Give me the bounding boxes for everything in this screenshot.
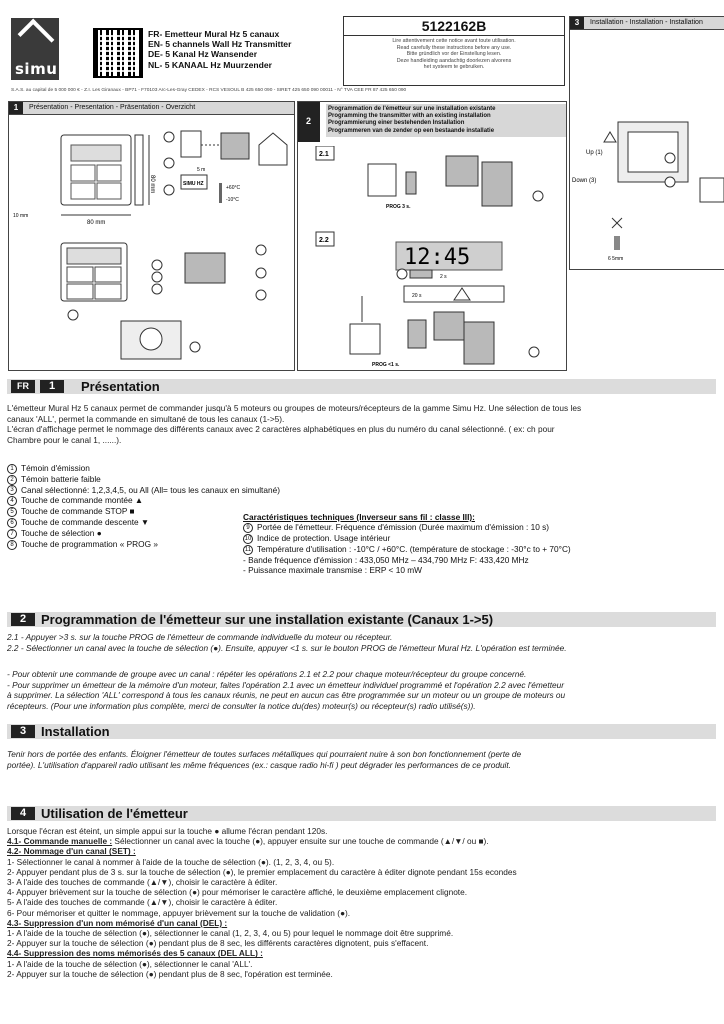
subsection-heading: 4.4- Suppression des noms mémorisés des 5 canaux (DEL ALL) : — [7, 948, 263, 959]
tech-text: Portée de l'émetteur. Fréquence d'émission (Durée maximum d'émission : 10 s) — [257, 522, 550, 533]
presentation-illustration — [9, 115, 294, 370]
thermometer-icon — [219, 183, 222, 203]
warning-line: Read carefully these instructions before any use. — [396, 44, 512, 51]
section-2-notes — [7, 669, 719, 711]
section-number: 3 — [11, 725, 35, 738]
section-number: 1 — [40, 380, 64, 393]
legend-text: Touche de commande montée ▲ — [21, 495, 144, 506]
down-label: Down (3) — [572, 178, 597, 184]
callout-9 — [164, 132, 174, 142]
warning-line: Bitte gründlich vor der Einstellung lesen. — [406, 51, 502, 58]
section-4-text — [7, 826, 719, 979]
legend-number: 6 — [7, 518, 17, 528]
transmitter-mini — [700, 178, 724, 202]
solar-panel — [434, 312, 464, 340]
chevron-icon — [18, 19, 55, 56]
sun-icon — [256, 290, 266, 300]
programming-titles — [326, 104, 566, 137]
legend-text: Témoin d'émission — [21, 463, 90, 473]
range-transmitter — [181, 131, 201, 157]
legend-item — [7, 463, 367, 474]
shutter-illustration — [464, 322, 494, 364]
detail-button — [67, 267, 93, 282]
legend-number: 7 — [7, 529, 17, 539]
tech-number: 11 — [244, 546, 252, 553]
detail-button — [67, 284, 93, 299]
panel-programming — [297, 101, 567, 371]
section-3-header — [7, 724, 716, 739]
button-stop — [97, 165, 121, 181]
button-select — [71, 183, 95, 199]
tech-text: Indice de protection. Usage intérieur — [257, 533, 391, 544]
language-tag: FR — [11, 380, 35, 393]
prog-title-line: Programmierung einer bestehenden Installation — [328, 120, 465, 127]
tech-item — [243, 522, 713, 533]
tech-specs — [243, 512, 713, 575]
tech-number: 9 — [243, 523, 253, 533]
tech-extra: - Bande fréquence d'émission : 433,050 MHz – 434,790 MHz F: 433,420 MHz — [243, 554, 529, 565]
button-up — [71, 165, 95, 181]
prog-title-line: Programmation de l'émetteur sur une installation existante — [328, 106, 496, 112]
subsection-text: Sélectionner un canal avec la touche (●), appuyer ensuite sur une touche de commande (▲/▼/ ou ■). — [112, 836, 489, 847]
prog-title-line: Programming the transmitter with an existing installation — [328, 113, 491, 120]
sun-icon — [533, 191, 543, 201]
step-line: 2.1 - Appuyer >3 s. sur la touche PROG de l'émetteur de commande individuelle du moteur ou récepteur. — [7, 632, 393, 642]
tech-text: Température d'utilisation : -10°C / +60°C. (température de stockage : -30°c to + 70°C) — [257, 543, 571, 554]
individual-transmitter — [368, 164, 396, 196]
up-label: Up (1) — [586, 150, 603, 156]
legend-text: Touche de commande STOP ■ — [21, 506, 135, 517]
warning-triangle-icon — [604, 132, 616, 142]
tech-extra: - Puissance maximale transmise : ERP < 10 mW — [243, 564, 422, 575]
legend-number: 1 — [7, 464, 17, 474]
simu-logo — [11, 18, 59, 80]
panel-title: Présentation - Presentation - Präsentation - Overzicht — [29, 104, 196, 111]
legend-item — [7, 474, 367, 485]
temp-max: +60°C — [226, 185, 241, 191]
callout-7 — [68, 310, 78, 320]
screw-icon — [614, 236, 620, 250]
company-address: S.A.S. au capital de 5 000 000 € - Z.I. Les Giranaux - BP71 - F70103 Arc-Les-Gray CEDEX - RCS VESOUL B 425 650 090 - SIRET 425 650 090 00011 - N° TVA CEE FR 87 425 650 090 — [11, 88, 407, 93]
legend-number: 5 — [7, 507, 17, 517]
individual-transmitter — [408, 320, 426, 348]
step-line: 2.2 - Sélectionner un canal avec la touche de sélection (●). Ensuite, appuyer <1 s. sur le bouton PROG de l'émetteur Mural Hz. L'opération est terminée. — [7, 642, 567, 653]
prog-label: PROG 3 s. — [386, 204, 411, 210]
mode-label: SIMU HZ — [183, 181, 204, 187]
legend-number: 3 — [7, 485, 17, 495]
note-line: - Pour supprimer un émetteur de la mémoire d'un moteur, faites l'opération 2.1 avec un émetteur individuel programmé et l'opération 2.2 avec l'émetteur — [7, 679, 564, 690]
legend-item — [7, 495, 367, 506]
paragraph-line: L'écran d'affichage permet le nommage des différents canaux avec 2 caractères alphabétiques en plus du numéro du canal sélectionné. ( ex: ch pour — [7, 424, 555, 435]
legend-text: Témoin batterie faible — [21, 473, 101, 484]
sun-icon — [256, 245, 266, 255]
note-line: à supprimer. La sélection 'ALL' correspond à tous les canaux réunis, ne peut en aucun cas être programmée sur un moteur ou un groupe de moteurs ou — [7, 690, 566, 701]
reference-box — [343, 16, 565, 86]
text-line: Tenir hors de portée des enfants. Éloigner l'émetteur de toutes surfaces métalliques qui pourraient nuire à son bon fonctionnement (perte de — [7, 749, 522, 759]
warning-line: Lire attentivement cette notice avant toute utilisation. — [392, 38, 516, 44]
instruction-line: 1- A l'aide de la touche de sélection (●), sélectionner le canal (1, 2, 3, 4, ou 5) pour lequel le nommage doit être supprimé. — [7, 928, 454, 939]
sun-icon — [529, 347, 539, 357]
brand-wordmark: simu — [15, 60, 58, 78]
tech-item — [243, 544, 713, 555]
instruction-line: 2- Appuyer sur la touche de sélection (●) pendant plus de 8 sec, l'opération est terminée. — [7, 968, 333, 979]
read-warning — [344, 36, 564, 71]
instruction-line: 1- Sélectionner le canal à nommer à l'aide de la touche de sélection (●). (1, 2, 3, 4, ou 5). — [7, 856, 335, 867]
tech-title: Caractéristiques techniques (Inverseur sans fil : classe III): — [243, 512, 475, 522]
callout-5 — [152, 272, 162, 282]
section-title: Utilisation de l'émetteur — [41, 806, 188, 821]
transmitter-screen — [71, 145, 121, 161]
panel-number: 1 — [9, 102, 23, 114]
product-titles — [148, 29, 291, 70]
subsection-heading: 4.1- Commande manuelle : — [7, 836, 113, 847]
hand-icon — [406, 172, 416, 194]
warning-sub: 20 s — [412, 293, 422, 299]
tech-item — [243, 533, 713, 544]
shutter-illustration — [482, 162, 512, 206]
section-2-steps — [7, 632, 719, 653]
callout-11 — [164, 185, 174, 195]
installation-illustration — [570, 30, 724, 268]
dim-height: 80 mm — [149, 175, 155, 194]
section-title: Installation — [41, 724, 110, 739]
instruction-line: 1- A l'aide de la touche de sélection (●), sélectionner le canal 'ALL'. — [7, 958, 253, 969]
legend-number: 8 — [7, 540, 17, 550]
house-icon — [259, 133, 287, 165]
callout-1 — [665, 153, 675, 163]
title-fr: FR- Emetteur Mural Hz 5 canaux — [148, 29, 280, 39]
step-label: 2.1 — [319, 151, 329, 158]
panel-number: 2 — [306, 116, 312, 126]
panel-number-box — [298, 102, 320, 142]
title-nl: NL- 5 KANAAL Hz Muurzender — [148, 59, 272, 70]
solar-panel — [446, 156, 478, 186]
callout-1 — [397, 269, 407, 279]
instruction-line: 5- A l'aide des touches de commande (▲/▼), choisir le caractère à éditer. — [7, 897, 278, 908]
screw-size: 6 5mm — [608, 256, 624, 262]
detail-button — [95, 267, 121, 282]
instruction-line: 6- Pour mémoriser et quitter le nommage, appuyer brièvement sur la touche de validation (●). — [7, 907, 351, 918]
paragraph-line: canaux 'ALL', permet la commande en simultané de tous les canaux (1->5). — [7, 413, 285, 424]
instruction-line: 2- Appuyer sur la touche de sélection (●) pendant plus de 8 sec, les différents caractères dignotent, puis s'effacent. — [7, 938, 429, 949]
legend-text: Canal sélectionné: 1,2,3,4,5, ou All (All= tous les canaux en simultané) — [21, 484, 280, 495]
panel-header — [9, 102, 294, 115]
callout-10 — [164, 158, 174, 168]
section-1-header — [7, 379, 716, 394]
section-title: Présentation — [81, 379, 160, 394]
subsection-heading: 4.3- Suppression d'un nom mémorisé d'un canal (DEL) : — [7, 917, 228, 928]
section-2-header — [7, 612, 716, 627]
legend-number: 2 — [7, 475, 17, 485]
section-number: 2 — [11, 613, 35, 626]
legend-text: Touche de sélection ● — [21, 527, 102, 538]
qr-code — [93, 28, 143, 78]
button-down — [97, 183, 121, 199]
paragraph-line: Chambre pour le canal 1, ......). — [7, 434, 122, 445]
callout-2 — [665, 177, 675, 187]
legend-number: 4 — [7, 496, 17, 506]
section-title: Programmation de l'émetteur sur une installation existante (Canaux 1->5) — [41, 612, 494, 627]
legend-text: Touche de programmation « PROG » — [21, 538, 158, 549]
prog-title-line: Programmeren van de zender op een bestaande installatie — [328, 127, 495, 134]
panel-number: 3 — [570, 17, 584, 29]
text-line: portée). L'utilisation d'appareil radio utilisant les même fréquences (ex.: casque radio hi-fi ) peut dégrader les performances de ce produit. — [7, 759, 512, 770]
detail-button — [95, 284, 121, 299]
reference-number: 5122162B — [344, 17, 564, 36]
panel-title: Installation - Installation - Installation — [590, 19, 703, 26]
warning-line: Deze handleiding aandachtig doorlezen alvorens — [396, 57, 512, 64]
paragraph-line: L'émetteur Mural Hz 5 canaux permet de commander jusqu'à 5 moteurs ou groupes de moteurs/récepteurs de la gamme Simu Hz. Une sélection de tous les — [7, 403, 582, 413]
subsection-heading: 4.2- Nommage d'un canal (SET) : — [7, 846, 136, 857]
callout-6 — [152, 284, 162, 294]
prog-label: PROG <1 s. — [372, 362, 400, 368]
shutter-illustration — [185, 253, 225, 283]
warning-line: het systeem te gebruiken. — [423, 64, 485, 71]
time-hint: 2 s — [440, 274, 447, 280]
instruction-line: 3- A l'aide des touches de commande (▲/▼), choisir le caractère à éditer. — [7, 877, 278, 888]
section-3-text — [7, 749, 719, 770]
range-label: 5 m — [197, 167, 206, 173]
mounting-frame — [628, 132, 678, 172]
legend-text: Touche de commande descente ▼ — [21, 517, 150, 528]
section-1-paragraph — [7, 403, 719, 445]
tech-number: 10 — [244, 535, 252, 542]
subsection-41 — [7, 836, 719, 846]
callout-8 — [190, 342, 200, 352]
legend-item — [7, 485, 367, 496]
battery-icon — [140, 328, 162, 350]
hand-icon — [410, 270, 432, 278]
title-en: EN- 5 channels Wall Hz Transmitter — [148, 39, 292, 50]
range-shutter — [221, 133, 249, 159]
dim-depth: 10 mm — [13, 213, 29, 219]
detail-screen — [67, 248, 121, 264]
note-line: - Pour obtenir une commande de groupe avec un canal : répéter les opérations 2.1 et 2.2 pour chaque moteur/récepteur du groupe concerné. — [7, 669, 527, 679]
instruction-line: 2- Appuyer pendant plus de 3 s. sur la touche de sélection (●), le premier emplacement du caractère à éditer dignote pendant 15s econdes — [7, 866, 517, 877]
step-label: 2.2 — [319, 237, 329, 244]
dim-width: 80 mm — [87, 220, 106, 226]
panel-header — [570, 17, 724, 30]
section-number: 4 — [11, 807, 35, 820]
section-4-header — [7, 806, 716, 821]
intro-line: Lorsque l'écran est éteint, un simple appui sur la touche ● allume l'écran pendant 120s. — [7, 826, 328, 836]
note-line: récepteurs. (Pour une information plus complète, merci de consulter la notice du(des) moteur(s) ou récepteur(s) radio utilisé(s)). — [7, 700, 476, 711]
lcd-text: 12:45 — [404, 245, 471, 270]
instruction-line: 4- Appuyer brièvement sur la touche de sélection (●) pour mémoriser le caractère affiché, le deuxième emplacement clignote. — [7, 887, 468, 898]
transmitter-side — [135, 135, 143, 205]
programming-illustration — [298, 146, 566, 370]
callout-4 — [152, 260, 162, 270]
panel-presentation — [8, 101, 295, 371]
sun-icon — [256, 268, 266, 278]
wall-transmitter — [350, 324, 380, 354]
panel-installation — [569, 16, 724, 270]
title-de: DE- 5 Kanal Hz Wansender — [148, 49, 258, 60]
temp-min: -10°C — [226, 197, 239, 203]
